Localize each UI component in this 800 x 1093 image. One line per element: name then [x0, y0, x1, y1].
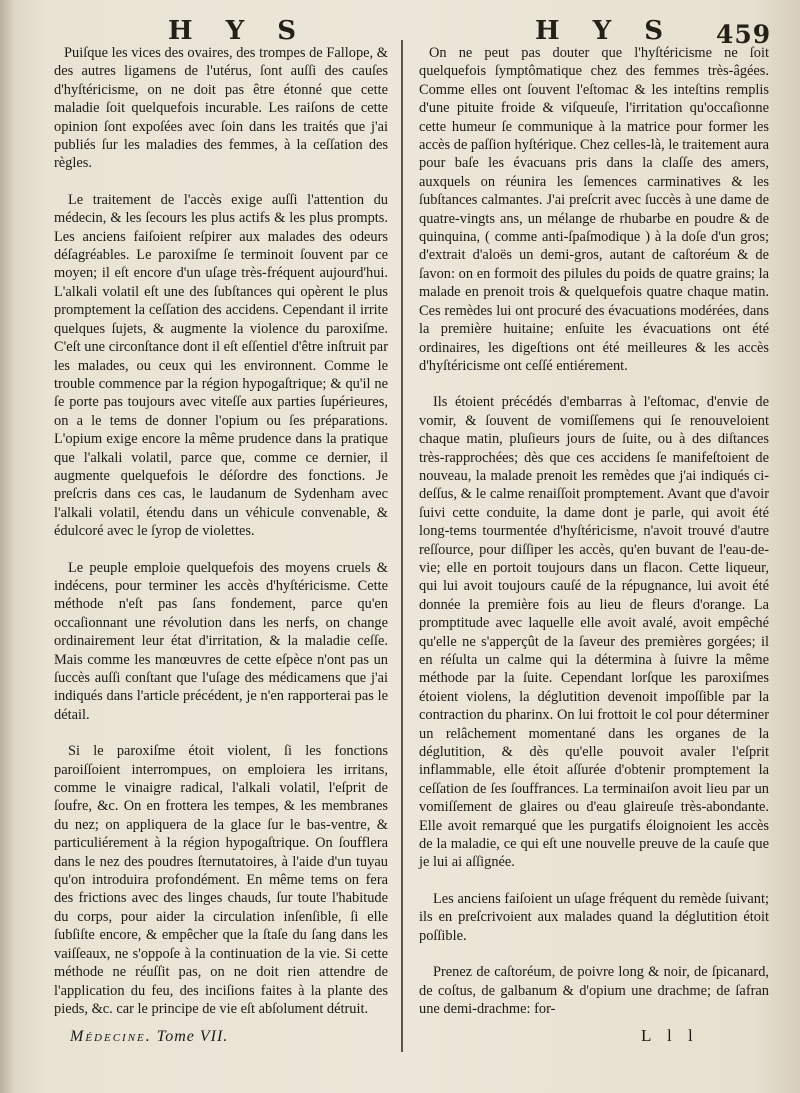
column-divider — [401, 40, 403, 1052]
signature-volume: Tome VII. — [156, 1028, 229, 1045]
signature-prefix: Médecine. — [70, 1028, 152, 1045]
left-paragraph-2: Le traitement de l'accès exige auſſi l'attention du médecin, & les ſecours les plus actifs & les plus prompts. Les anciens faiſoient reſpirer aux malades des odeurs déſagréables. Le paroxiſme ſe terminoit ſouvent par ce moyen; il eſt encore d'un uſage très-fréquent aujourd'hui. L'alkali volatil eſt une des ſubſtances qui opèrent le plus promptement la ceſſation des accidens. Cependant il irrite quelques ſujets, & augmente la violence du paroxiſme. C'eſt une circonſtance dont il eſt eſſentiel d'être inſtruit par les malades, ou ceux qui les environnent. Comme le trouble commence par la région hypogaſtrique; & qu'il ne ſe porte pas toujours avec viteſſe aux parties ſupérieures, on a le tems de donner l'opium ou ſes préparations. L'opium exige encore la même prudence dans la pratique que l'alkali volatil, parce que, comme ce dernier, il augmente quelquefois le déſordre des fonctions. Je preſcris dans ces cas, le laudanum de Sydenham avec l'alkali volatil, étendu dans un véhicule convenable, & édulcoré avec le ſyrop de violettes. — [54, 191, 388, 540]
signature-line — [70, 1028, 228, 1046]
running-head-left: H Y S — [168, 16, 309, 46]
page-number: 459 — [716, 20, 772, 49]
right-paragraph-1: On ne peut pas douter que l'hyſtéricisme ne ſoit quelquefois ſymptômatique chez des femmes très-âgées. Comme elles ont ſouvent l'eſtomac & les inteſtins remplis d'une pituite froide & viſqueuſe, l'irritation qu'occaſionne cette humeur ſe communique à la matrice pour former les accès de paſſion hyſtérique. Chez celles-là, le traitement aura pour baſe les évacuans pris dans la claſſe des amers, auxquels on réunira les ſemences carminatives & les ſubſtances calmantes. J'ai preſcrit avec ſuccès à une dame de quatre-vingts ans, un mélange de rhubarbe en poudre & de quinquina, ( comme anti-ſpaſmodique ) à la doſe d'un gros; d'extrait d'aloës un demi-gros, autant de caſtoréum & de ſavon: on en formoit des pilules du poids de quatre grains; la malade en prenoit trois & quelquefois quatre chaque matin. Ces remèdes lui ont procuré des évacuations modérées, dans la première huitaine; enſuite les évacuations ont été ordinaires, les digeſtions ont été meilleures & les accès d'hyſtéricisme ont ceſſé entiérement. — [419, 45, 770, 374]
page-gutter-shadow — [0, 0, 14, 1093]
running-head-right: H Y S — [535, 16, 676, 46]
right-paragraph-3: Les anciens faiſoient un uſage fréquent du remède ſuivant; ils en preſcrivoient aux malades quand la déglutition étoit poſſible. — [419, 890, 769, 944]
right-paragraph-2: Ils étoient précédés d'embarras à l'eſtomac, d'envie de vomir, & ſouvent de vomiſſemens qui ſe renouveloient chaque matin, pluſieurs jours de ſuite, ou à des diſtances très-rapprochées; dès que ces accidens ſe manifeſtoient de nouveau, la malade prenoit les remèdes que j'ai indiqués ci-deſſus, & le calme renaiſſoit promptement. Avant que d'avoir ſuivi cette conduite, la dame dont je parle, qui avoit été long-tems tourmentée d'hyſtéricisme, n'avoit trouvé d'autre reſſource, pour diſſiper les accès, qu'en buvant de l'eau-de-vie; elle en portoit toujours dans un flacon. Cette liqueur, qui lui avoit toujours cauſé de la répugnance, lui avoit été donnée la première fois au lieu de fleurs d'orange. La promptitude avec laquelle elle avoit avalé, avoit empêché qu'elle ne s'apperçût de la ſaveur des premières gorgées; il en réſulta un calme qui la détermina à ſuivre la même méthode par la ſuite. Cependant lorſque les paroxiſmes étoient violens, la déglutition devenoit impoſſible par la contraction du pharinx. On lui frottoit le col pour déterminer un relâchement momentané dans les organes de la déglutition, & dès qu'elle pouvoit avaler l'eſprit inflammable, elle étoit aſſurée d'obtenir promptement la ceſſation de ſes ſouffrances. La terminaiſon avoit lieu par un vomiſſement de glaires ou d'eau glaireuſe très-abondante. Elle avoit remarqué que les purgatifs éloignoient les accès de la maladie, ce qui eſt une nouvelle preuve de la cauſe que je lui ai aſſignée. — [419, 394, 769, 871]
left-paragraph-4: Si le paroxiſme étoit violent, ſi les fonctions paroiſſoient interrompues, on emploiera les irritans, comme le vinaigre radical, l'alkali volatil, l'eſprit de ſoufre, &c. On en frottera les tempes, & les membranes du nez; on appliquera de la glace ſur le bas-ventre, & particuliérement à la région hypogaſtrique. On ſoufflera dans le nez des poudres ſternutatoires, à l'aide d'un tuyau qu'on introduira profondément. En même tems on fera des frictions avec des linges chauds, ſur toute l'habitude du corps, pour aider la circulation inſenſible, ſi elle ſubſiſte encore, & empêcher que la ſtaſe du ſang dans les vaiſſeaux, ne s'oppoſe à la continuation de la vie. Si cette méthode ne réuſſit pas, on ne doit rien attendre de l'application du feu, des inciſions faites à la plante des pieds, &c. car le principe de vie eſt abſolument détruit. — [54, 743, 388, 1017]
left-paragraph-1: Puiſque les vices des ovaires, des trompes de Fallope, & des autres ligamens de l'utérus, ſont auſſi des cauſes d'hyſtéricisme, on ne doit pas être étonné que cette maladie ſoit quelquefois incurable. Les raiſons de cette opinion ſont expoſées avec ſoin dans les traités que j'ai publiés ſur les maladies des femmes, à la ceſſation des règles. — [54, 45, 388, 172]
right-column — [419, 44, 769, 1036]
right-paragraph-4: Prenez de caſtoréum, de poivre long & noir, de ſpicanard, de coſtus, de galbanum & d'opium une drachme; de ſafran une demi-drachme: for- — [419, 964, 769, 1017]
left-paragraph-3: Le peuple emploie quelquefois des moyens cruels & indécens, pour terminer les accès d'hyſtéricisme. Cette méthode n'eſt pas ſans fondement, parce qu'en occaſionnant une révolution dans les nerfs, on change ordinairement leur état d'irritation, & la maladie ceſſe. Mais comme les manœuvres de cette eſpèce n'ont pas un ſuccès auſſi conſtant que l'uſage des médicamens que j'ai indiqués dans l'article précédent, je n'en rapporterai pas le détail. — [54, 559, 388, 723]
signature-mark: L l l — [641, 1026, 699, 1045]
left-column — [54, 44, 388, 1036]
